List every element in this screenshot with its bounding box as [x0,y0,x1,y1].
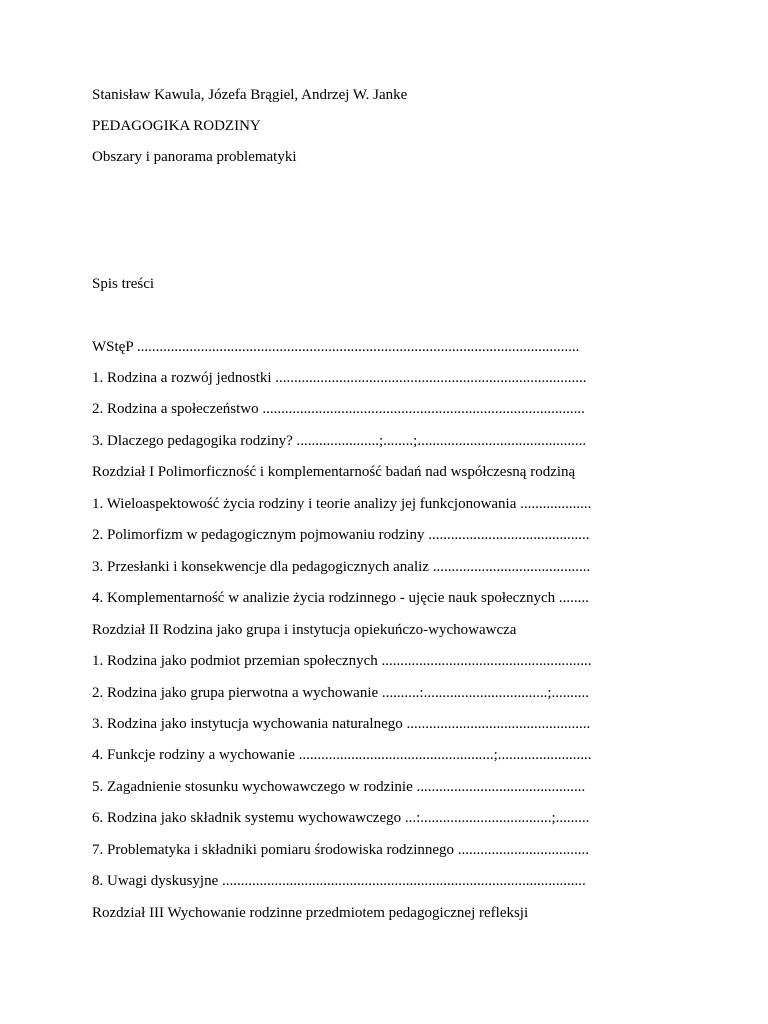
toc-chapter-heading: Rozdział II Rodzina jako grupa i instytucja opiekuńczo-wychowawcza [92,622,517,638]
toc-entry: 2. Rodzina a społeczeństwo ...................................................................................... [92,401,585,417]
book-subtitle: Obszary i panorama problematyki [92,149,297,165]
toc-entry: 4. Funkcje rodziny a wychowanie ....................................................;......................... [92,747,592,763]
toc-entry: 6. Rodzina jako składnik systemu wychowawczego ...:...................................;......... [92,810,590,826]
toc-entry: 8. Uwagi dyskusyjne ................................................................................................. [92,873,586,889]
toc-chapter-heading: Rozdział III Wychowanie rodzinne przedmiotem pedagogicznej refleksji [92,905,529,921]
toc-entry: 1. Wieloaspektowość życia rodziny i teorie analizy jej funkcjonowania ................... [92,496,592,512]
toc-entry: 2. Rodzina jako grupa pierwotna a wychowanie ..........:.................................;.......... [92,685,589,701]
toc-entry: 4. Komplementarność w analizie życia rodzinnego - ujęcie nauk społecznych ........ [92,590,589,606]
authors-line: Stanisław Kawula, Józefa Brągiel, Andrzej W. Janke [92,87,408,103]
toc-entry: 1. Rodzina a rozwój jednostki ................................................................................... [92,370,587,386]
toc-entry: 3. Dlaczego pedagogika rodziny? ......................;........;............................................. [92,433,587,449]
toc-entry: 7. Problematyka i składniki pomiaru środowiska rodzinnego ................................... [92,842,590,858]
toc-entry: 1. Rodzina jako podmiot przemian społecznych ........................................................ [92,653,592,669]
toc-entry: 3. Przesłanki i konsekwencje dla pedagogicznych analiz .......................................... [92,559,591,575]
toc-chapter-heading: Rozdział I Polimorficzność i komplementarność badań nad współczesną rodziną [92,464,576,480]
toc-entry: 5. Zagadnienie stosunku wychowawczego w rodzinie ............................................. [92,779,586,795]
toc-entry: 3. Rodzina jako instytucja wychowania naturalnego ................................................. [92,716,591,732]
toc-entry: WStęP ...................................................................................................................... [92,339,580,355]
book-title: PEDAGOGIKA RODZINY [92,118,261,134]
toc-heading: Spis treści [92,276,155,292]
toc-entry: 2. Polimorfizm w pedagogicznym pojmowaniu rodziny ........................................... [92,527,590,543]
